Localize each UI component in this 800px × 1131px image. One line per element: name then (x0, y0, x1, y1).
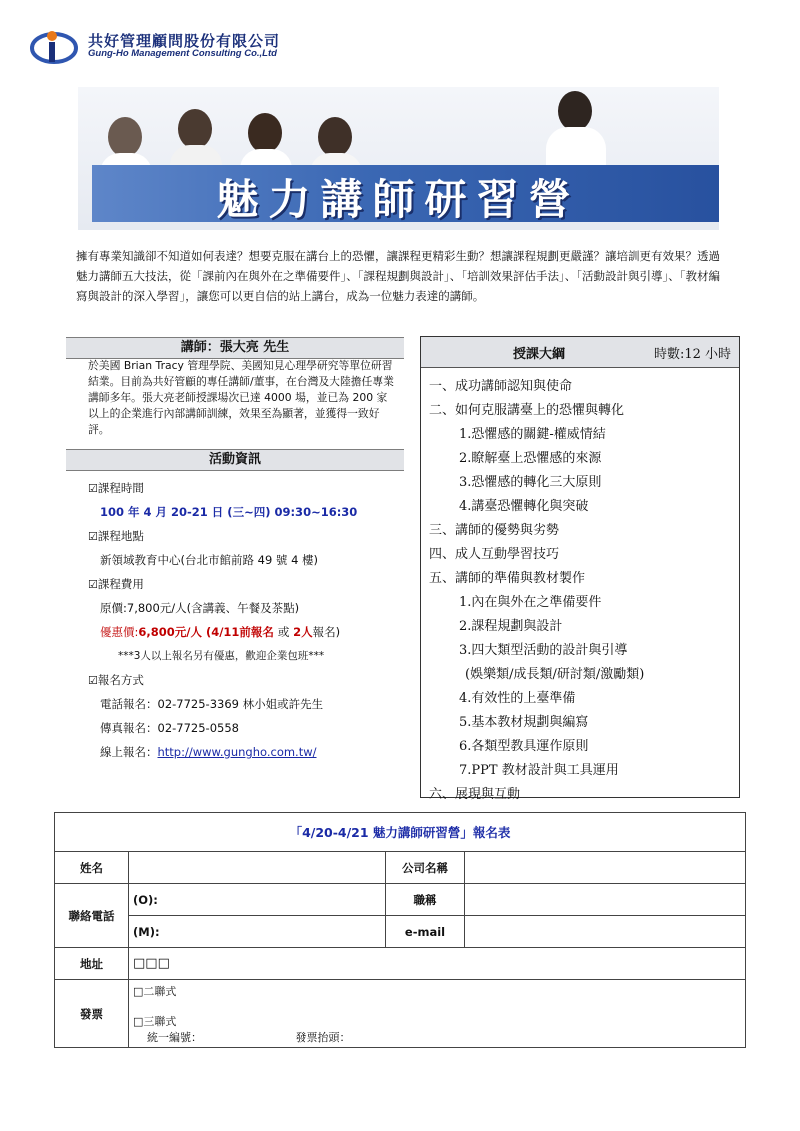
outline-item: 5.基本教材規劃與編寫 (459, 715, 589, 730)
invoice-two-part-option[interactable]: □二聯式 (133, 985, 177, 998)
outline-hours: 時數:12 小時 (653, 347, 731, 362)
signup-fax: 傳真報名：02-7725-0558 (100, 721, 239, 735)
signup-label: ☑報名方式 (88, 673, 144, 687)
company-field[interactable] (465, 852, 746, 884)
course-time-value: 100 年 4 月 20-21 日 (三~四) 09:30~16:30 (100, 505, 358, 519)
tax-id-label: 統一編號： (147, 1031, 202, 1044)
phone-label: 聯絡電話 (55, 884, 129, 948)
instructor-heading: 講師：張大亮 先生 (66, 337, 404, 359)
invoice-title-label: 發票抬頭： (295, 1031, 351, 1044)
course-place-value: 新領域教育中心(台北市館前路 49 號 4 樓) (100, 553, 319, 567)
outline-item: 三、講師的優勢與劣勢 (429, 523, 560, 538)
outline-item: 1.恐懼感的關鍵-權威情結 (459, 427, 606, 442)
registration-form (54, 812, 746, 1048)
outline-item: 二、如何克服講臺上的恐懼與轉化 (429, 403, 625, 418)
course-outline (420, 336, 740, 802)
jobtitle-field[interactable] (465, 884, 746, 916)
intro-paragraph: 擁有專業知識卻不知道如何表達？想要克服在講台上的恐懼，讓課程更精彩生動？想讓課程規劃更嚴謹？讓培訓更有效果？透過魅力講師五大技法，從「課前內在與外在之準備要件」、「課程規劃與設計」、「培訓效果評估手法」、「活動設計與引導」、「教材編寫與設計的深入學習」，讓您可以更自信的站上講台，成為一位魅力表達的講師。 (76, 249, 720, 303)
jobtitle-label: 職稱 (386, 884, 465, 916)
outline-item: 四、成人互動學習技巧 (429, 547, 560, 562)
activity-info (88, 476, 404, 764)
outline-item: 1.內在與外在之準備要件 (459, 595, 602, 610)
checkbox-icon: ☑ (88, 530, 98, 543)
email-label: e-mail (386, 916, 465, 948)
activity-heading: 活動資訊 (66, 449, 404, 471)
outline-item: 2.瞭解臺上恐懼感的來源 (459, 451, 602, 466)
outline-header (421, 337, 739, 368)
signup-online: 線上報名：http://www.gungho.com.tw/ (100, 745, 317, 759)
company-name-zh: 共好管理顧問股份有限公司 (88, 32, 281, 50)
outline-item: 2.課程規劃與設計 (459, 619, 563, 634)
outline-list (429, 375, 735, 807)
fee-group-note: ***3人以上報名另有優惠，歡迎企業包班*** (118, 650, 325, 662)
address-label: 地址 (55, 948, 129, 980)
instructor-bio: 於美國 Brian Tracy 管理學院、美國知見心理學研究等單位研習結業。目前為共好管顧的專任講師/董事，在台灣及大陸擔任專業講師多年。張大亮老師授課場次已達 4000 場，並已為 200 家以上的企業進行內部講師訓練，效果至為顯著，並獲得一致好評。 (88, 359, 394, 436)
outline-item: 六、展現與互動 (429, 787, 521, 802)
form-title: 「4/20-4/21 魅力講師研習營」報名表 (55, 813, 746, 852)
name-field[interactable] (129, 852, 386, 884)
banner-title: 魅力講師研習營 (216, 175, 581, 224)
company-label: 公司名稱 (386, 852, 465, 884)
outline-item: 五、講師的準備與教材製作 (429, 571, 586, 586)
outline-item: 6.各類型教具運作原則 (459, 739, 589, 754)
office-phone-field[interactable]: (O): (129, 884, 386, 916)
fee-original: 原價:7,800元/人(含講義、午餐及茶點) (100, 601, 300, 615)
name-label: 姓名 (55, 852, 129, 884)
invoice-details (133, 1030, 741, 1046)
checkbox-icon: ☑ (88, 578, 98, 591)
company-name-en: Gung-Ho Management Consulting Co.,Ltd (88, 48, 277, 59)
outline-title: 授課大綱 (513, 347, 566, 362)
course-fee-label: ☑課程費用 (88, 577, 144, 591)
invoice-label: 發票 (55, 980, 129, 1048)
fee-discount: 優惠價:6,800元/人 (4/11前報名 或 2人報名) (100, 625, 341, 639)
outline-item: 3.恐懼感的轉化三大原則 (459, 475, 602, 490)
outline-item: (娛樂類/成長類/研討類/激勵類) (465, 667, 645, 682)
signup-online-link[interactable]: http://www.gungho.com.tw/ (157, 745, 317, 759)
course-place-label: ☑課程地點 (88, 529, 144, 543)
mobile-phone-field[interactable]: (M): (129, 916, 386, 948)
signup-phone: 電話報名：02-7725-3369 林小姐或許先生 (100, 697, 324, 711)
banner (78, 87, 719, 230)
outline-item: 7.PPT 教材設計與工具運用 (459, 763, 619, 778)
checkbox-icon: ☑ (88, 674, 98, 687)
checkbox-icon: ☑ (88, 482, 98, 495)
invoice-options (129, 980, 746, 1048)
outline-item: 一、成功講師認知與使命 (429, 379, 573, 394)
address-field[interactable]: □□□ (129, 948, 746, 980)
outline-item: 3.四大類型活動的設計與引導 (459, 643, 628, 658)
email-field[interactable] (465, 916, 746, 948)
course-time-label: ☑課程時間 (88, 481, 144, 495)
outline-item: 4.有效性的上臺準備 (459, 691, 576, 706)
invoice-three-part-option[interactable]: □三聯式 (133, 1015, 177, 1028)
company-logo-icon (28, 26, 80, 66)
outline-item: 4.講臺恐懼轉化與突破 (459, 499, 589, 514)
